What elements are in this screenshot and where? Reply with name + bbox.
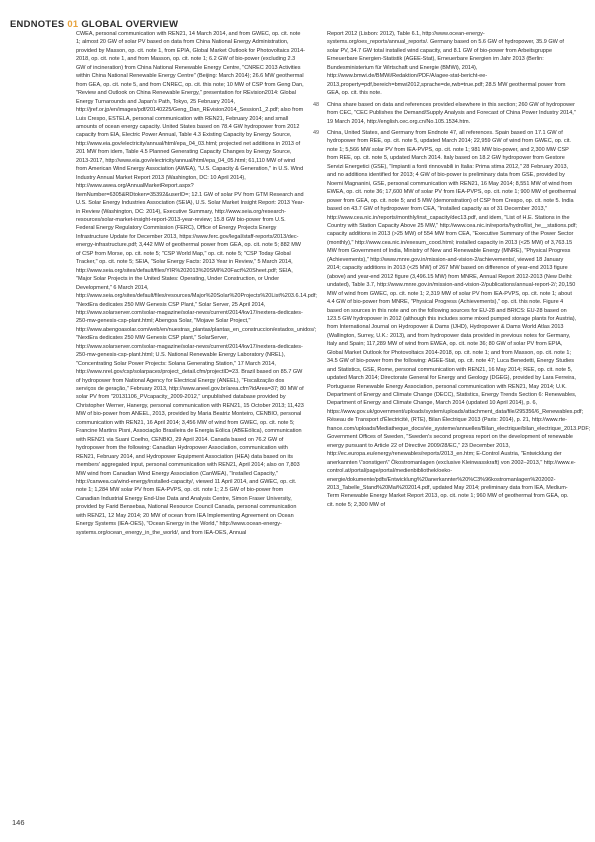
- endnote-48: [313, 101, 577, 126]
- endnote-number: 49: [313, 129, 320, 136]
- endnote-text: China, United States, and Germany from Endnote 47, all references. Spain based on 17.1 GW of hydropower from REE, op. cit. note 5, updated March 2014; 22,959 GW of wind from GWEC, op. cit. note 1; 5,566 MW solar PV from IEA-PVPS, op. cit. note 1; 981 MW bio-power, and 2,300 MW CSP from REE, op. cit. note 5, updated March 2014. Italy based on 18.2 GW hydropower from Gestore Servizi Energetici (GSE), "Impianti a fonti rinnovabili in Italia: Prima stima 2012," 28 February 2013, and no additions identified for 2013; 4 GW of bio-power is preliminary data from GSE, provided by Noemi Magnanini, GSE, personal communication with REN21, 16 May 2014; 8,551 MW of wind from EWEA, op. cit. note 36; 17,600 MW of solar PV from IEA-PVPS, op. cit. note 1; 900 MW of geothermal power from GEA, op. cit. note 5; and 5 MW (demonstration) of CSP from Crespo, op. cit. note 5. India based on 43.7 GW of hydropower from CEA, "Installed capacity as of 31 December 2013," http://www.cea.nic.in/reports/monthly/inst_capacity/dec13.pdf, and idem, "List of H.E. Stations in the Country with Station Capacity Above 25 MW," http://www.cea.nic.in/reports/hydro/list_he__stations.pdf; capacity additions in 2013 (>25 MW) of 554 MW from CEA, "Executive Summary of the Power Sector (monthly)," http://www.cea.nic.in/exesum_cood.html; installed capacity in 2013 (<25 MW) of 3,763.15 MW from Government of India, Ministry of New and Renewable Energy (MNRE), "Physical Progress (Achievements)," http://www.mnre.gov.in/mission-and-vision-2/achievements/, viewed 18 January 2014; capacity additions in 2013 (<25 MW) of 267 MW based on difference of year-end 2013 figure (above) and year-end 2012 figure (3,496.15 MW) from MNRE, Annual Report 2012-2013 (New Delhi: undated), Table 3.7, http://www.mnre.gov.in/mission-and-vision-2/publications/annual-report-2/; 20,150 MW of wind from GWEC, op. cit. note 1; 2,319 MW of solar PV from IEA-PVPS, op. cit. note 1; about 4.4 GW of bio-power from MNRE, "Physical Progress (Achievements)," op. cit. this note. Figure 4 based on sources in this note and on the following sources for EU-28 and BRICS: EU-28 based on 123.5 GW hydropower in 2012 (although this includes some mixed pumped storage plants for Austria), from International Journal on Hydropower & Dams (IJHD), Hydropower & Dams World Atlas 2013 (Wallington, Surrey, U.K.: 2013), and from hydropower data provided in previous notes for Germany, Italy and Spain; 117,289 MW of wind from EWEA, op. cit. note 36; 80 GW of solar PV from EPIA, Global Market Outlook for Photovoltaics 2014-2018, op. cit. note 1; and from Masson, op. cit. note 1; 34.5 GW of bio-power from the following: AGEE-Stat, op. cit. note 47; Luca Benedetti, Energy Studies and Statistics, GSE, Rome, personal communication with REN21, 16 May 2014; REE, op. cit. note 5, updated March 2014; Directorate General for Energy and Geology (DGEG), provided by Lara Ferreira, Portuguese Renewable Energy Association, personal communication with REN21, May 2014; U.K. Department of Energy and Climate Change (DECC), Statistics, Energy Trends Section 6: Renewables, Department of Energy and Climate Change, March 2014 (updated 10 April 2014), p. 6, https://www.gov.uk/government/uploads/system/uploads/attachment_data/file/295356/6_Renewables.pdf; Réseau de Transport d'Électricité, (RTE), Bilan Électrique 2013 (Paris: 2014), p. 21, http://www.rte-france.com/uploads/Mediatheque_docs/vie_systeme/annuelles/Bilan_electrique/bilan_electrique_2013.PDF; Government Offices of Sweden, "Sweden's second progress report on the development of renewable energy pursuant to Article 22 of Directive 2009/28/EC," 23 December 2013, http://ec.europa.eu/energy/renewables/reports/2013_en.htm; E-Control Austria, "Entwicklung der anerkannten \"sonstigen\" Ökostromanlagen (exclusive Kleinwasskraft) von 2002–2013," http://www.e-control.at/portal/page/portal/medienbibliothek/oeko-energie/dokumente/pdfs/Entwicklung%20anerkannter%20%C3%96kostromanlagen%202002-2013_Tabelle_Stand%20Mai%202014.pdf, updated May 2014; preliminary data from IEA, Medium-Term Renewable Energy Market Report 2013, op. cit. note 1; 960 MW of geothermal from GEA, op. cit. note 5; 2,300 MW of: [327, 129, 591, 508]
- endnote-text-left: CWEA, personal communication with REN21, 14 March 2014, and from GWEC, op. cit. note 1; almost 20 GW of solar PV based on data from China National Energy Administration, provided by Masson, op. cit. note 1, from EPIA, Global Market Outlook for Photovoltaics 2014-2018, op. cit. note 1, and from Masson, op. cit. note 1; 6.2 GW of bio-power (excluding 2.3 GW of incineration) from China National Renewable Energy Centre, "CNREC 2013 Activities within China National Renewable Energy Centre" (Beijing: March 2014); 26.6 MW geothermal from GEA, op. cit. note 5, and from CNREC, op. cit. this note; 10 MW of CSP from Geng Dan, "Review and Outlook on China Renewable Energy," presentation for REvision2014: Global Energy Turnarounds and Japan's Path, Tokyo, 25 February 2014, http://jref.or.jp/en/images/pdf/20140225/Geng_Dan_REvision2014_Session1_2.pdf; also from Luis Crespo, ESTELA, personal communication with REN21, February 2014; and small amounts of ocean energy capacity. United States based on 78.4 GW hydropower from 2012 capacity from EIA, Electric Power Annual, Table 4.3 Existing Capacity by Energy Source, http://www.eia.gov/electricity/annual/html/epa_04_03.html; projected net additions in 2013 of 201 MW from idem, Table 4.5 Planned Generating Capacity Changes by Energy Source, 2013-2017, http://www.eia.gov/electricity/annual/html/epa_04_05.html; 61,110 MW of wind from American Wind Energy Association (AWEA), "U.S. Capacity & Generation," in U.S. Wind Industry Annual Market Report 2013 (Washington, DC: 10 April 2014), http://www.awea.org/AnnualMarketReport.aspx?ItemNumber=6305&RDtoken=35392&userID=; 12.1 GW of solar PV from GTM Research and U.S. Solar Energy Industries Association (SEIA), U.S. Solar Market Insight Report: 2013 Year-in Review (Washington, DC: 2014), Executive Summary, http://www.seia.org/research-resources/solar-market-insight-report-2013-year-review; 15.8 GW bio-power from U.S. Federal Energy Regulatory Commission (FERC), Office of Energy Projects Energy Infrastructure Update for December 2013, https://www.ferc.gov/legal/staff-reports/2013/dec-energy-infrastructure.pdf; 3,442 MW of geothermal power from GEA, op. cit. note 5; 882 MW of CSP from Morse, op. cit. note 5; "CSP World Map," op. cit. note 5; "CSP Today Global Tracker," op. cit. note 5; SEIA, "Solar Energy Facts: 2013 Year in Review," 5 March 2014, http://www.seia.org/sites/default/files/YIR%202013%20SMI%20Fact%20Sheet.pdf; SEIA, "Major Solar Projects in the United States: Operating, Under Construction, or Under Development," 6 March 2014, http://www.seia.org/sites/default/files/resources/Major%20Solar%20Projects%20List%203.6.14.pdf; "NextEra dedicates 250 MW Genesis CSP Plant," Solar Server, 25 April 2014, http://www.solarserver.com/solar-magazine/solar-news/current/2014/kw17/nextera-dedicates-250-mw-genesis-csp-plant.html; Abengoa Solar, "Mojave Solar Project," http://www.abengoasolar.com/web/en/nuestras_plantas/plantas_en_construccion/estados_unidos/; "NextEra dedicates 250 MW Genesis CSP plant," SolarServer, http://www.solarserver.com/solar-magazine/solar-news/current/2014/kw17/nextera-dedicates-250-mw-genesis-csp-plant.html; U.S. National Renewable Energy Laboratory (NREL), "Concentrating Solar Power Projects: Solana Generating Station," 17 March 2014, http://www.nrel.gov/csp/solarpaces/project_detail.cfm/projectID=23. Brazil based on 85.7 GW of hydropower from National Agency for Electrical Energy (ANEEL), "Fiscalização dos serviços de geração," February 2013, http://www.aneel.gov.br/area.cfm?idArea=37; 80 MW of solar PV from "20131106_PVcapacity_2009-2012," unpublished database provided by Christopher Werner, Hanergy, personal communication with REN21, 15 October 2013; 11,423 MW of bio-power from ANEEL, 2013, provided by Maria Beatriz Monteiro, CENBIO, personal communication with REN21, 16 April 2014; 3,456 MW of wind from GWEC, op. cit. note 5; Francine Martins Pisni, Associação Brasileira de Energia Eólica (ABEEólica), communication with REN21 via Suani Coelho, CENBIO, 29 April 2014. Canada based on 76.2 GW of hydropower from the following: Canadian Hydropower Association, communication with REN21, February 2014, and Hydropower Equipment Association (HEA) data based on its members' aggregated input, personal communication with REN21, April 2014; also on 7,803 MW wind from Canadian Wind Energy Association (CanWEA), "Installed Capacity," http://canwea.ca/wind-energy/installed-capacity/, viewed 11 April 2014, and GWEC, op. cit. note 1; 1,284 MW solar PV from IEA-PVPS, op. cit. note 1; 2.5 GW of bio-power from Canadian Industrial Energy End-Use Data and Analysis Centre, Simon Fraser University, provided by Farid Bensebaa, National Resource Council Canada, personal communication with REN21, 12 May 2014; 20 MW of ocean from IEA Implementing Agreement on Ocean Energy Systems (IEA-OES), "Ocean Energy in the World," http://www.ocean-energy-systems.org/ocean_energy_in_the_world/, and from IEA-OES, Annual: [76, 31, 317, 536]
- endnote-text: China share based on data and references provided elsewhere in this section; 260 GW of hydropower from CEC, "CEC Publishes the Demand/Supply Analysis and Forecast of China Power Industry 2014," 19 March 2014, http://english.cec.org.cn/No.105.1534.htm.: [327, 101, 576, 125]
- running-header: [10, 18, 585, 29]
- header-chapter-title: GLOBAL OVERVIEW: [81, 18, 179, 29]
- page-number: 146: [12, 818, 25, 827]
- endnote-number: 48: [313, 101, 320, 108]
- right-column: [313, 30, 591, 509]
- header-chapter-number: 01: [67, 18, 79, 29]
- header-section: ENDNOTES: [10, 18, 65, 29]
- endnote-49: [313, 129, 591, 509]
- endnote-continuation: Report 2012 (Lisbon: 2012), Table 6.1, http://www.ocean-energy-systems.org/oes_reports/annual_reports/. Germany based on 5.6 GW of hydropower, 35.9 GW of solar PV, 34.7 GW total installed wind capacity, and 8.1 GW of bio-power from Arbeitsgruppe Erneuerbare Energien-Statistik (AGEE-Stat), Erneuerbare Energien im Jahr 2013 (Berlin: Bundesministerium für Wirtschaft und Energie (BMWi), 2014), http://www.bmwi.de/BMWi/Redaktion/PDF/A/agee-stat-bericht-ee-2013,property=pdf,bereich=bmwi2012,sprache=de,rwb=true.pdf; 28.5 MW geothermal power from GEA, op. cit. this note.: [327, 31, 566, 97]
